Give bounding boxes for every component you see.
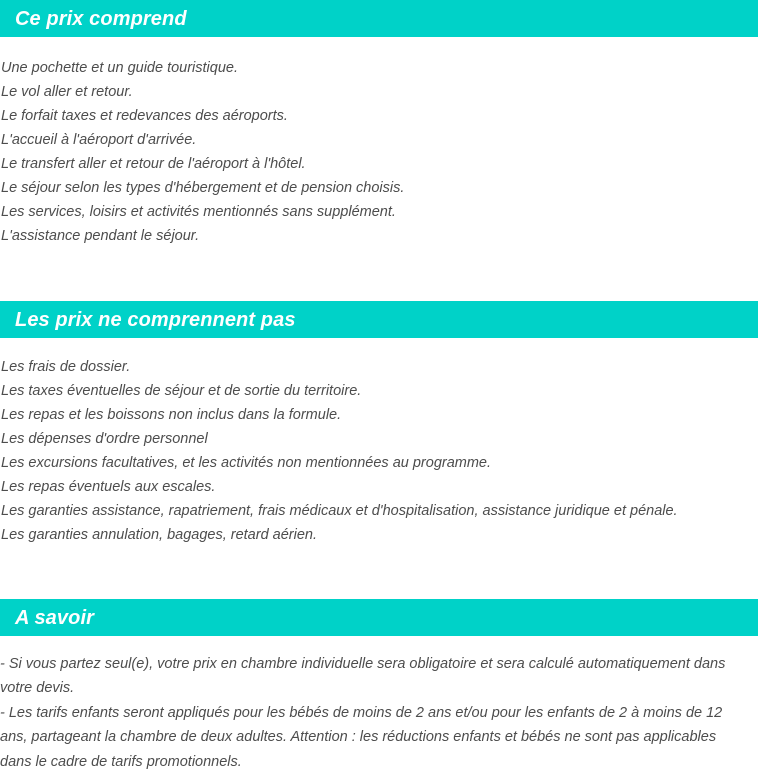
section-body-included [0,56,758,248]
spacer [0,547,758,599]
list-item: Les repas éventuels aux escales. [1,479,216,495]
spacer [0,338,758,355]
list-item: Les frais de dossier. [1,359,131,375]
spacer [0,636,758,652]
list-item: Une pochette et un guide touristique. [1,60,238,76]
spacer [0,248,758,301]
section-body-excluded [0,355,758,547]
list-item: Les garanties assistance, rapatriement, frais médicaux et d'hospitalisation, assistance juridique et pénale. [1,503,678,519]
section-title-included: Ce prix comprend [15,7,187,30]
list-item: Le séjour selon les types d'hébergement et de pension choisis. [1,180,405,196]
section-body-good-to-know [0,652,758,774]
list-item: L'assistance pendant le séjour. [1,228,200,244]
list-item: Le transfert aller et retour de l'aéroport à l'hôtel. [1,156,306,172]
section-title-good-to-know: A savoir [15,606,94,629]
section-title-excluded: Les prix ne comprennent pas [15,308,296,331]
list-item: Les taxes éventuelles de séjour et de sortie du territoire. [1,383,362,399]
spacer [0,37,758,56]
section-header-included [0,0,758,37]
list-item: L'accueil à l'aéroport d'arrivée. [1,132,197,148]
list-item: Les repas et les boissons non inclus dans la formule. [1,407,342,423]
list-item: Les dépenses d'ordre personnel [1,431,208,447]
list-item: Les excursions facultatives, et les activités non mentionnées au programme. [1,455,492,471]
included-list [0,56,748,248]
list-item: Le vol aller et retour. [1,84,133,100]
section-header-good-to-know [0,599,758,636]
section-header-excluded [0,301,758,338]
list-item: Les garanties annulation, bagages, retard aérien. [1,527,317,543]
note-paragraph: - Si vous partez seul(e), votre prix en chambre individuelle sera obligatoire et sera calculé automatiquement dans votre devis. [0,656,726,697]
note-paragraph: - Les tarifs enfants seront appliqués pour les bébés de moins de 2 ans et/ou pour les enfants de 2 à moins de 12 ans, partageant la chambre de deux adultes. Attention : les réductions enfants et bébés ne sont pas applicables dans le cadre de tarifs promotionnels. [0,704,723,770]
excluded-list [0,355,748,547]
list-item: Le forfait taxes et redevances des aéroports. [1,108,288,124]
list-item: Les services, loisirs et activités mentionnés sans supplément. [1,204,396,220]
